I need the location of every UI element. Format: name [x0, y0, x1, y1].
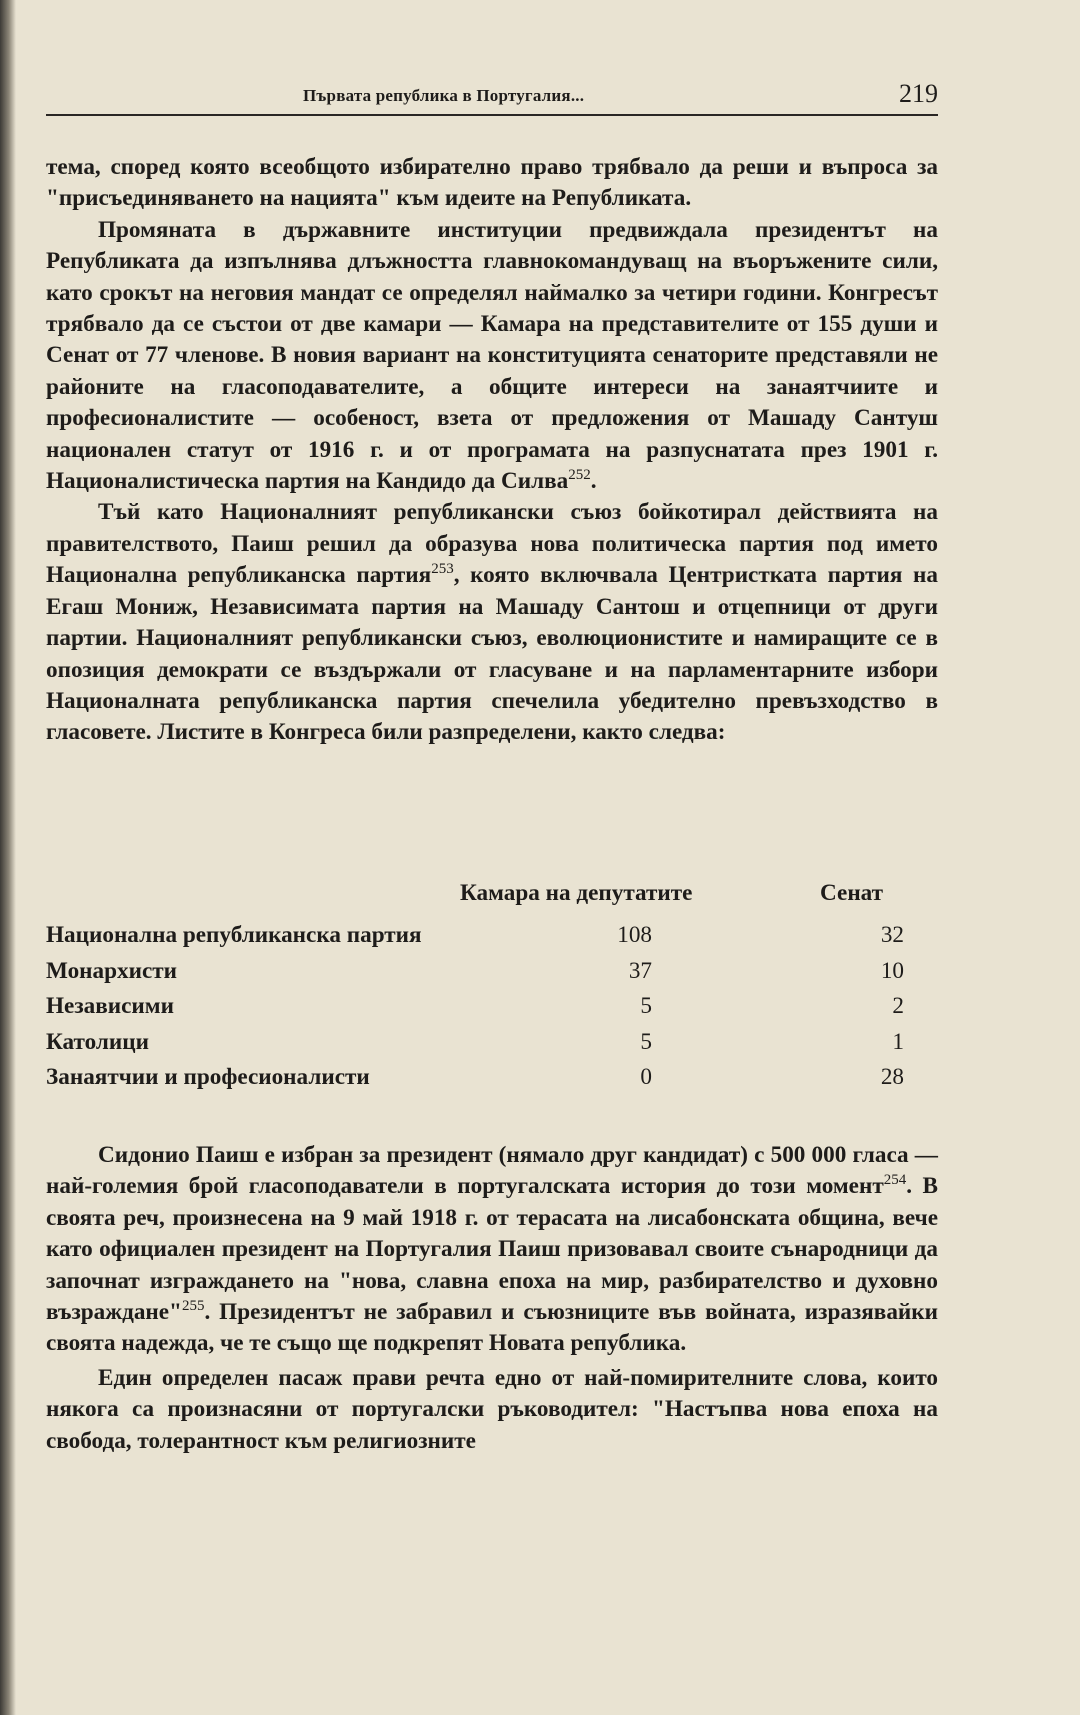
- paragraph-election: Сидонио Паиш е избран за президент (нямало друг кандидат) с 500 000 гласа — най-големия брой гласоподаватели в португалската история до този момент$^{254}$. В своята реч, произнесена на 9 май 1918 г. от терасата на лисабонската община, вече като официален президент на Португалия Паиш призовавал своите сънародници да започнат изграждането на "нова, славна епоха на мир, разбирателство и духовно възраждане"$^{255}$. Президентът не забравил и съюзниците във войната, изразявайки своята надежда, че те също ще подкрепят Новата република.: [46, 1142, 938, 1357]
- party-name: Монархисти: [46, 957, 178, 984]
- senate-seats: 10: [880, 957, 904, 984]
- chamber-seats: 5: [640, 1028, 652, 1055]
- book-spine-shadow: [0, 0, 16, 1715]
- table-row: [46, 958, 938, 994]
- paragraph-speech: Един определен пасаж прави речта едно от най-помирителните слова, които някога са произнасяни от португалски ръководител: "Настъпва нова епоха на свобода, толерантност към религиозните: [46, 1364, 938, 1454]
- footnote-ref-255[interactable]: 255: [181, 1298, 205, 1315]
- book-page: [46, 0, 938, 1715]
- table-row: [46, 1064, 938, 1100]
- column-header-chamber: Камара на депутатите: [460, 880, 693, 906]
- senate-seats: 32: [880, 922, 904, 948]
- running-title: Първата република в Португалия...: [303, 86, 585, 105]
- party-name: Католици: [46, 1028, 149, 1055]
- chamber-seats: 0: [640, 1064, 652, 1090]
- paragraph-continuation: тема, според която всеобщото избирателно право трябвало да реши и въпроса за "присъединяването на нацията" към идеите на Републиката.: [46, 154, 938, 212]
- senate-seats: 28: [880, 1064, 904, 1090]
- table-row: [46, 1029, 938, 1065]
- column-header-senate: Сенат: [820, 880, 884, 906]
- chamber-seats: 108: [617, 922, 652, 948]
- page-number: 219: [899, 79, 938, 108]
- senate-seats: 1: [892, 1028, 904, 1055]
- table-row: [46, 993, 938, 1029]
- chamber-seats: 37: [628, 957, 652, 984]
- chamber-seats: 5: [640, 993, 652, 1019]
- party-name: Независими: [46, 993, 174, 1019]
- party-name: Занаятчии и професионалисти: [46, 1064, 370, 1090]
- paragraph-institutions: Промяната в държавните институции предвиждала президентът на Републиката да изпълнява длъжността главнокомандуващ на въоръжените сили, като срокът на неговия мандат се определял наймалко за четири години. Конгресът трябвало да се състои от две камари — Камара на представителите от 155 души и Сенат от 77 членове. В новия вариант на конституцията сенаторите представяли не районите на гласоподавателите, а общите интереси на занаятчиите и професионалистите — особеност, взета от предложения от Машаду Сантуш национален статут от 1916 г. и от програмата на разпуснатата през 1901 г. Националистическа партия на Кандидо да Силва$^{252}$.: [46, 216, 938, 495]
- party-name: Национална републиканска партия: [46, 922, 422, 948]
- senate-seats: 2: [892, 993, 904, 1019]
- footnote-ref-252[interactable]: 252: [568, 467, 591, 484]
- body-text-lower: [46, 1140, 938, 1457]
- footnote-ref-253[interactable]: 253: [431, 561, 454, 578]
- table-row: [46, 922, 938, 958]
- table-header: [46, 880, 938, 922]
- body-text-upper: [46, 152, 938, 749]
- paragraph-new-party: Тъй като Националният републикански съюз бойкотирал действията на правителството, Паиш решил да образува нова политическа партия под името Национална републиканска партия$^{253}$, която включвала Центристката партия на Егаш Мониж, Независимата партия на Машаду Сантош и отцепници от други партии. Националният републикански съюз, еволюционистите и намиращите се в опозиция демократи се въздържали от гласуване и на парламентарните избори Националната републиканска партия спечелила убедително превъзходство в гласовете. Листите в Конгреса били разпределени, както следва:: [46, 499, 939, 746]
- footnote-ref-254[interactable]: 254: [883, 1172, 907, 1189]
- running-header: [46, 78, 938, 116]
- seat-distribution-table: [46, 880, 938, 1100]
